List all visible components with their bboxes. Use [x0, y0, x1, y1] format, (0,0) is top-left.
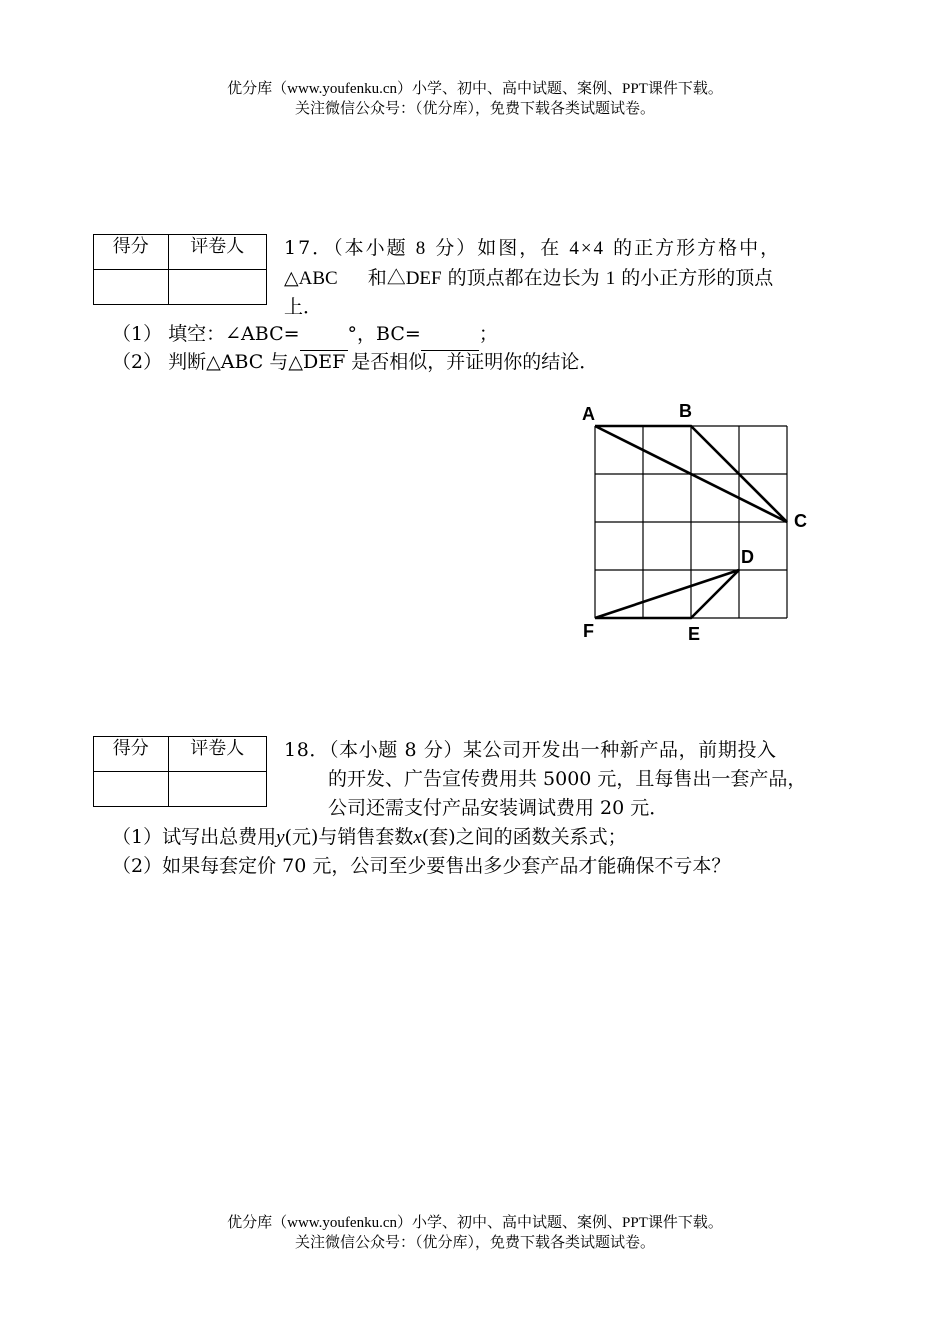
vertex-label-d: D [741, 547, 754, 567]
score-label: 得分 [94, 235, 169, 270]
page-header-line2: 关注微信公众号：（优分库），免费下载各类试题试卷。 [294, 99, 655, 117]
grader-label: 评卷人 [168, 235, 266, 270]
grader-cell[interactable] [168, 772, 266, 807]
q17-line2: △ABC 和△DEF 的顶点都在边长为 1 的小正方形的顶点 [284, 267, 774, 289]
page-footer-line2: 关注微信公众号：（优分库），免费下载各类试题试卷。 [294, 1233, 655, 1251]
q18-line3: 公司还需支付产品安装调试费用 20 元． [328, 797, 669, 819]
score-table-q17 [93, 234, 267, 305]
grader-label: 评卷人 [168, 737, 266, 772]
page-footer-line1: 优分库（www.youfenku.cn）小学、初中、高中试题、案例、PPT课件下载。 [227, 1213, 723, 1231]
vertex-label-e: E [688, 624, 701, 644]
score-cell[interactable] [94, 270, 169, 305]
q18-line2: 的开发、广告宣传费用共 5000 元，且每售出一套产品， [328, 768, 807, 790]
score-table-q18 [93, 736, 267, 807]
grid-figure [570, 395, 840, 650]
score-label: 得分 [94, 737, 169, 772]
page-header-line1: 优分库（www.youfenku.cn）小学、初中、高中试题、案例、PPT课件下载。 [227, 79, 723, 97]
score-cell[interactable] [94, 772, 169, 807]
site-url[interactable]: www.youfenku.cn [287, 81, 397, 97]
vertex-label-f: F [583, 621, 594, 641]
q18-part2: （2）如果每套定价 70 元，公司至少要售出多少套产品才能确保不亏本？ [112, 855, 731, 877]
q17-line1: 17．（本小题 8 分）如图，在 4×4 的正方形方格中， [284, 237, 782, 259]
vertex-label-b: B [679, 401, 692, 421]
grid-lines [595, 426, 787, 618]
q17-line3: 上． [284, 296, 323, 318]
q18-line1: 18．（本小题 8 分）某公司开发出一种新产品，前期投入 [284, 739, 777, 761]
site-url[interactable]: www.youfenku.cn [287, 1215, 397, 1231]
vertex-label-a: A [582, 404, 595, 424]
grader-cell[interactable] [168, 270, 266, 305]
q17-part2: （2） 判断△ABC 与△DEF 是否相似，并证明你的结论． [112, 351, 599, 373]
q18-part1: （1）试写出总费用y(元)与销售套数x(套)之间的函数关系式； [112, 826, 627, 848]
triangle-def [595, 570, 739, 618]
q17-part1: （1） 填空：∠ABC= °，BC= ； [112, 318, 498, 351]
vertex-label-c: C [794, 511, 807, 531]
